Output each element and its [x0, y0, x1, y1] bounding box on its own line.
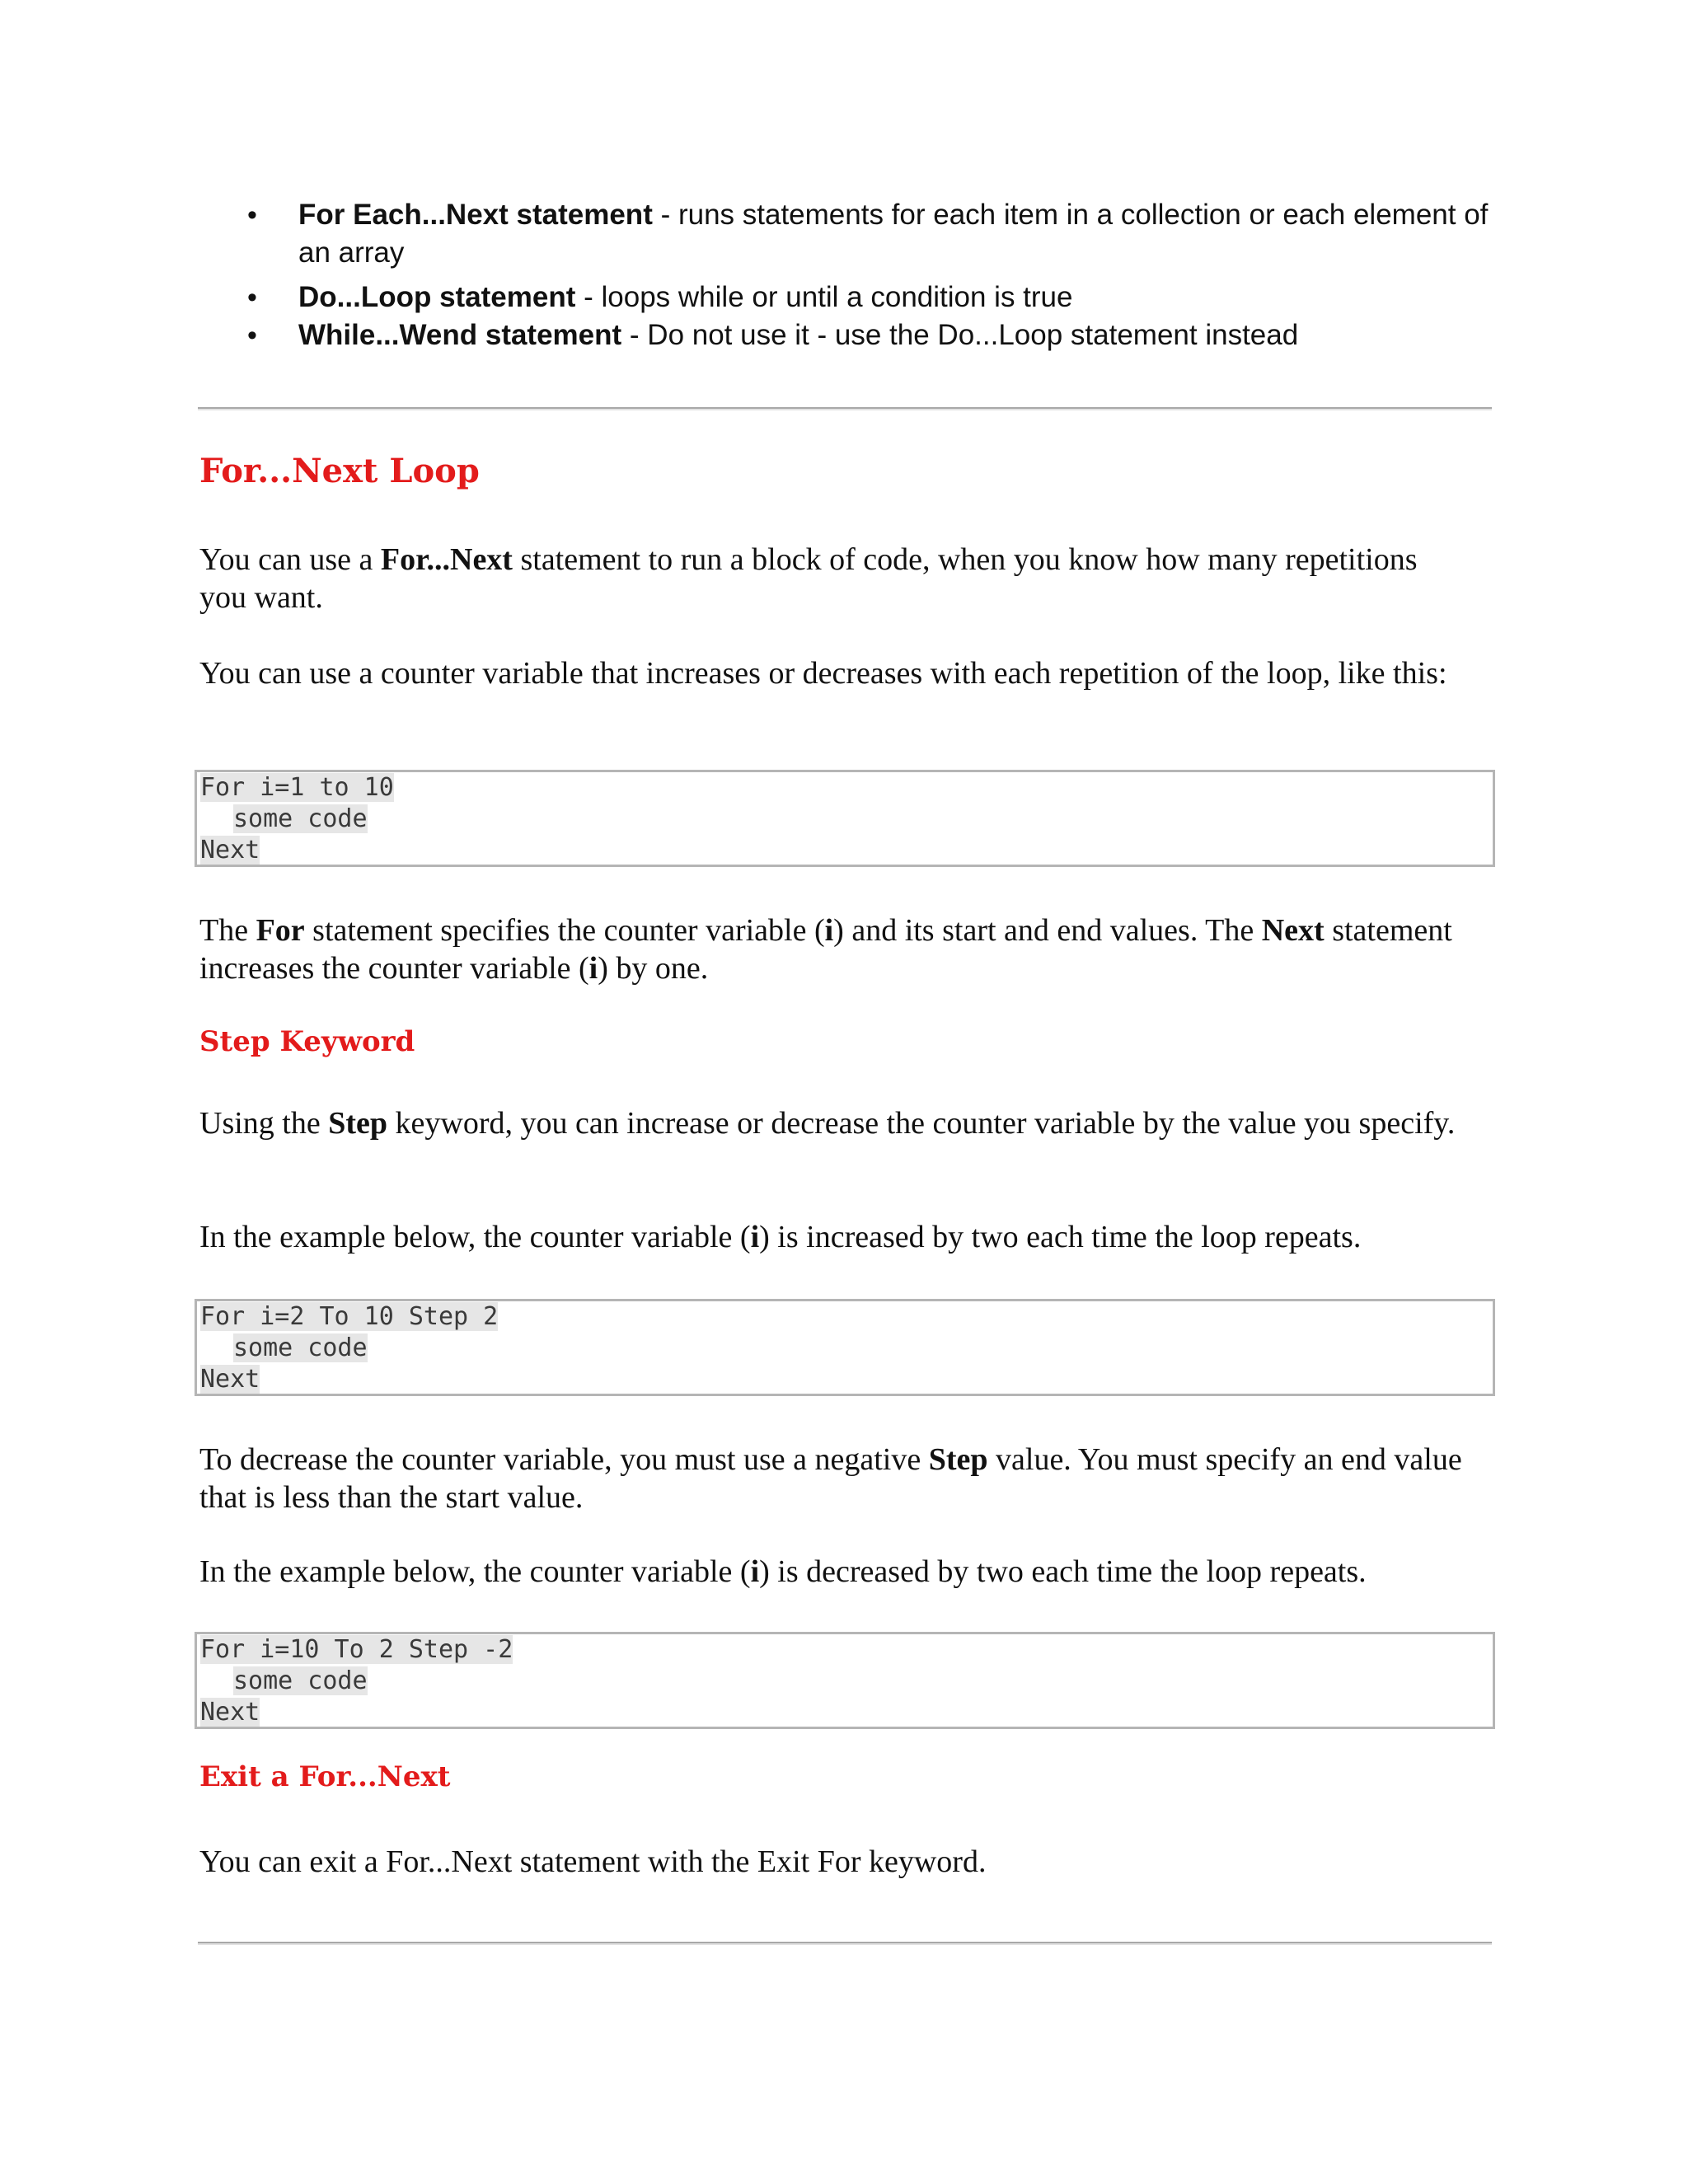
- bullet-term: Do...Loop statement: [298, 281, 576, 313]
- paragraph-negative-step: To decrease the counter variable, you must use a negative Step value. You must specify an end value that is less than the start value.: [199, 1442, 1462, 1515]
- bullet-term: For Each...Next statement: [298, 199, 653, 231]
- code-line: For i=2 To 10 Step 2: [200, 1302, 499, 1331]
- statement-bullet-list: [298, 196, 1493, 354]
- section-heading: For...Next Loop: [199, 452, 480, 490]
- code-line: Next: [200, 1698, 260, 1727]
- paragraph-step-intro: Using the Step keyword, you can increase or decrease the counter variable by the value you specify.: [199, 1106, 1456, 1141]
- code-line: For i=10 To 2 Step -2: [200, 1635, 513, 1664]
- code-line: For i=1 to 10: [200, 773, 394, 802]
- bullet-desc: - Do not use it - use the Do...Loop statement instead: [621, 319, 1299, 351]
- paragraph-for-statement: The For statement specifies the counter variable (i) and its start and end values. The Next statement increases the counter variable (i) by one.: [199, 913, 1452, 986]
- code-block-step-positive: [195, 1299, 1495, 1396]
- paragraph-exit-for: You can exit a For...Next statement with the Exit For keyword.: [199, 1844, 987, 1879]
- bullet-for-each: [298, 196, 1493, 272]
- paragraph-counter-variable: You can use a counter variable that increases or decreases with each repetition of the loop, like this:: [199, 656, 1447, 691]
- code-block-for-loop: [195, 770, 1495, 867]
- paragraph-decrease-example: In the example below, the counter variable (i) is decreased by two each time the loop repeats.: [199, 1554, 1367, 1589]
- paragraph-increase-example: In the example below, the counter variable (i) is increased by two each time the loop repeats.: [199, 1220, 1362, 1254]
- bullet-desc: - runs statements for each item in a collection or each element of an array: [298, 199, 1489, 269]
- bullet-term: While...Wend statement: [298, 319, 622, 351]
- subheading-exit-for-next: Exit a For...Next: [199, 1760, 451, 1793]
- bullet-while-wend: [298, 316, 1493, 354]
- bullet-desc: - loops while or until a condition is true: [575, 281, 1073, 313]
- bullet-do-loop: [298, 279, 1493, 316]
- code-line: some code: [233, 1666, 368, 1695]
- code-block-step-negative: [195, 1632, 1495, 1729]
- code-line: some code: [233, 804, 368, 833]
- code-line: some code: [233, 1333, 368, 1362]
- subheading-step-keyword: Step Keyword: [199, 1025, 415, 1058]
- horizontal-rule-bottom: [198, 1942, 1492, 1945]
- code-line: Next: [200, 1365, 260, 1394]
- code-line: Next: [200, 836, 260, 865]
- horizontal-rule-top: [198, 407, 1492, 410]
- paragraph-for-next-intro: You can use a For...Next statement to run a block of code, when you know how many repetitions you want.: [199, 542, 1418, 615]
